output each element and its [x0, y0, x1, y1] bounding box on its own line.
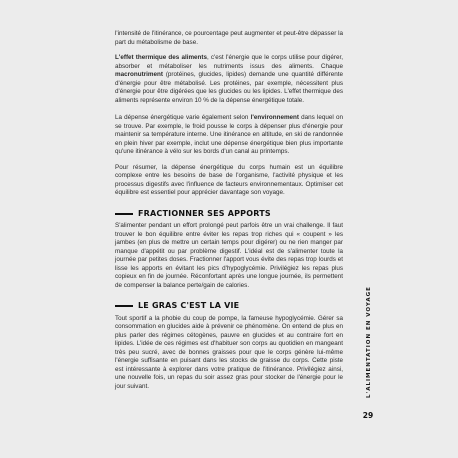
macronutrient-term: macronutriment — [115, 71, 163, 78]
intro-paragraph-4: Pour résumer, la dépense énergétique du corps humain est un équilibre complexe entre les besoins de base de l'organisme, l'activité physique et les processus digestifs avec l'influence de facteurs environnementaux. Optimiser cet équilibre est essentiel pour apprécier davantage son voyage. — [115, 163, 343, 196]
heading-rule — [115, 213, 133, 215]
intro-paragraph-3 — [115, 114, 343, 157]
chapter-side-label: L'ALIMENTATION EN VOYAGE — [366, 286, 372, 398]
heading-rule — [115, 305, 133, 307]
section-heading-fractionner — [115, 210, 343, 219]
section2-paragraph: Tout sportif a la phobie du coup de pompe, la fameuse hypoglycémie. Gérer sa consommation en glucides aide à prévenir ce phénomène. On entend de plus en plus parler des régimes cétogènes, pauvre en glucides et au contraire fort en lipides. L'idée de ces régimes est d'habituer son corps au quotidien en mangeant très peu sucré, avec de bonnes graisses pour que le corps génère lui-même l'énergie suffisante en puisant dans les stocks de graisse du corps. Cette piste est intéressante à explorer dans votre pratique de l'itinérance. Privilégiez ainsi, une nouvelle fois, un repas du soir assez gras pour stocker de l'énergie pour le jour suivant. — [115, 314, 343, 390]
section-heading-gras-text: LE GRAS C'EST LA VIE — [138, 301, 240, 310]
intro-paragraph-2-text-b: (protéines, glucides, lipides) demande une quantité différente d'énergie pour être métabolisé. Les protéines, par exemple, nécessitent plus d'énergie pour être digérées que les glucides ou les lipides. L'effet thermique des aliments représente environ 10 % de la dépense énergétique totale. — [115, 71, 343, 104]
intro-paragraph-3-text-a: La dépense énergétique varie également selon — [115, 114, 251, 121]
section1-paragraph: S'alimenter pendant un effort prolongé peut parfois être un vrai challenge. Il faut trouver le bon équilibre entre éviter les repas trop riches qui « coupent » les jambes (en plus de mettre un certain temps pour digérer) ou ne rien manger par manque d'appétit ou par problème digestif. L'idéal est de s'alimenter toute la journée par petites doses. Fractionner l'apport vous évite des repas trop lourds et lisse les apports en évitant les pics d'hypoglycémie. Privilégiez les repas plus copieux en fin de journée. Réconfortant après une longue journée, ils permettent de compenser la balance perte/gain de calories. — [115, 222, 343, 289]
intro-paragraph-1: l'intensité de l'itinérance, ce pourcentage peut augmenter et peut-être dépasser la part du métabolisme de base. — [115, 30, 343, 46]
section-heading-fractionner-text: FRACTIONNER SES APPORTS — [138, 208, 271, 218]
thermic-effect-term: L'effet thermique des aliments — [115, 54, 207, 61]
intro-paragraph-2-text-a: , c'est l'énergie que le corps utilise pour digérer, absorber et métaboliser les nutriments issus des aliments. Chaque — [115, 54, 343, 70]
page-content — [115, 30, 343, 398]
intro-paragraph-3-text-b: dans lequel on se trouve. Par exemple, le froid pousse le corps à dépenser plus d'énergie pour maintenir sa température interne. Une itinérance en altitude, en ski de randonnée en plein hiver par exemple, inclut une dépense énergétique bien plus importante qu'une itinérance à vélo sur les bords d'un canal au printemps. — [115, 114, 343, 155]
intro-paragraph-2 — [115, 54, 343, 105]
environment-term: l'environnement — [250, 114, 299, 121]
page-number: 29 — [362, 411, 374, 420]
section-heading-gras — [115, 302, 343, 311]
